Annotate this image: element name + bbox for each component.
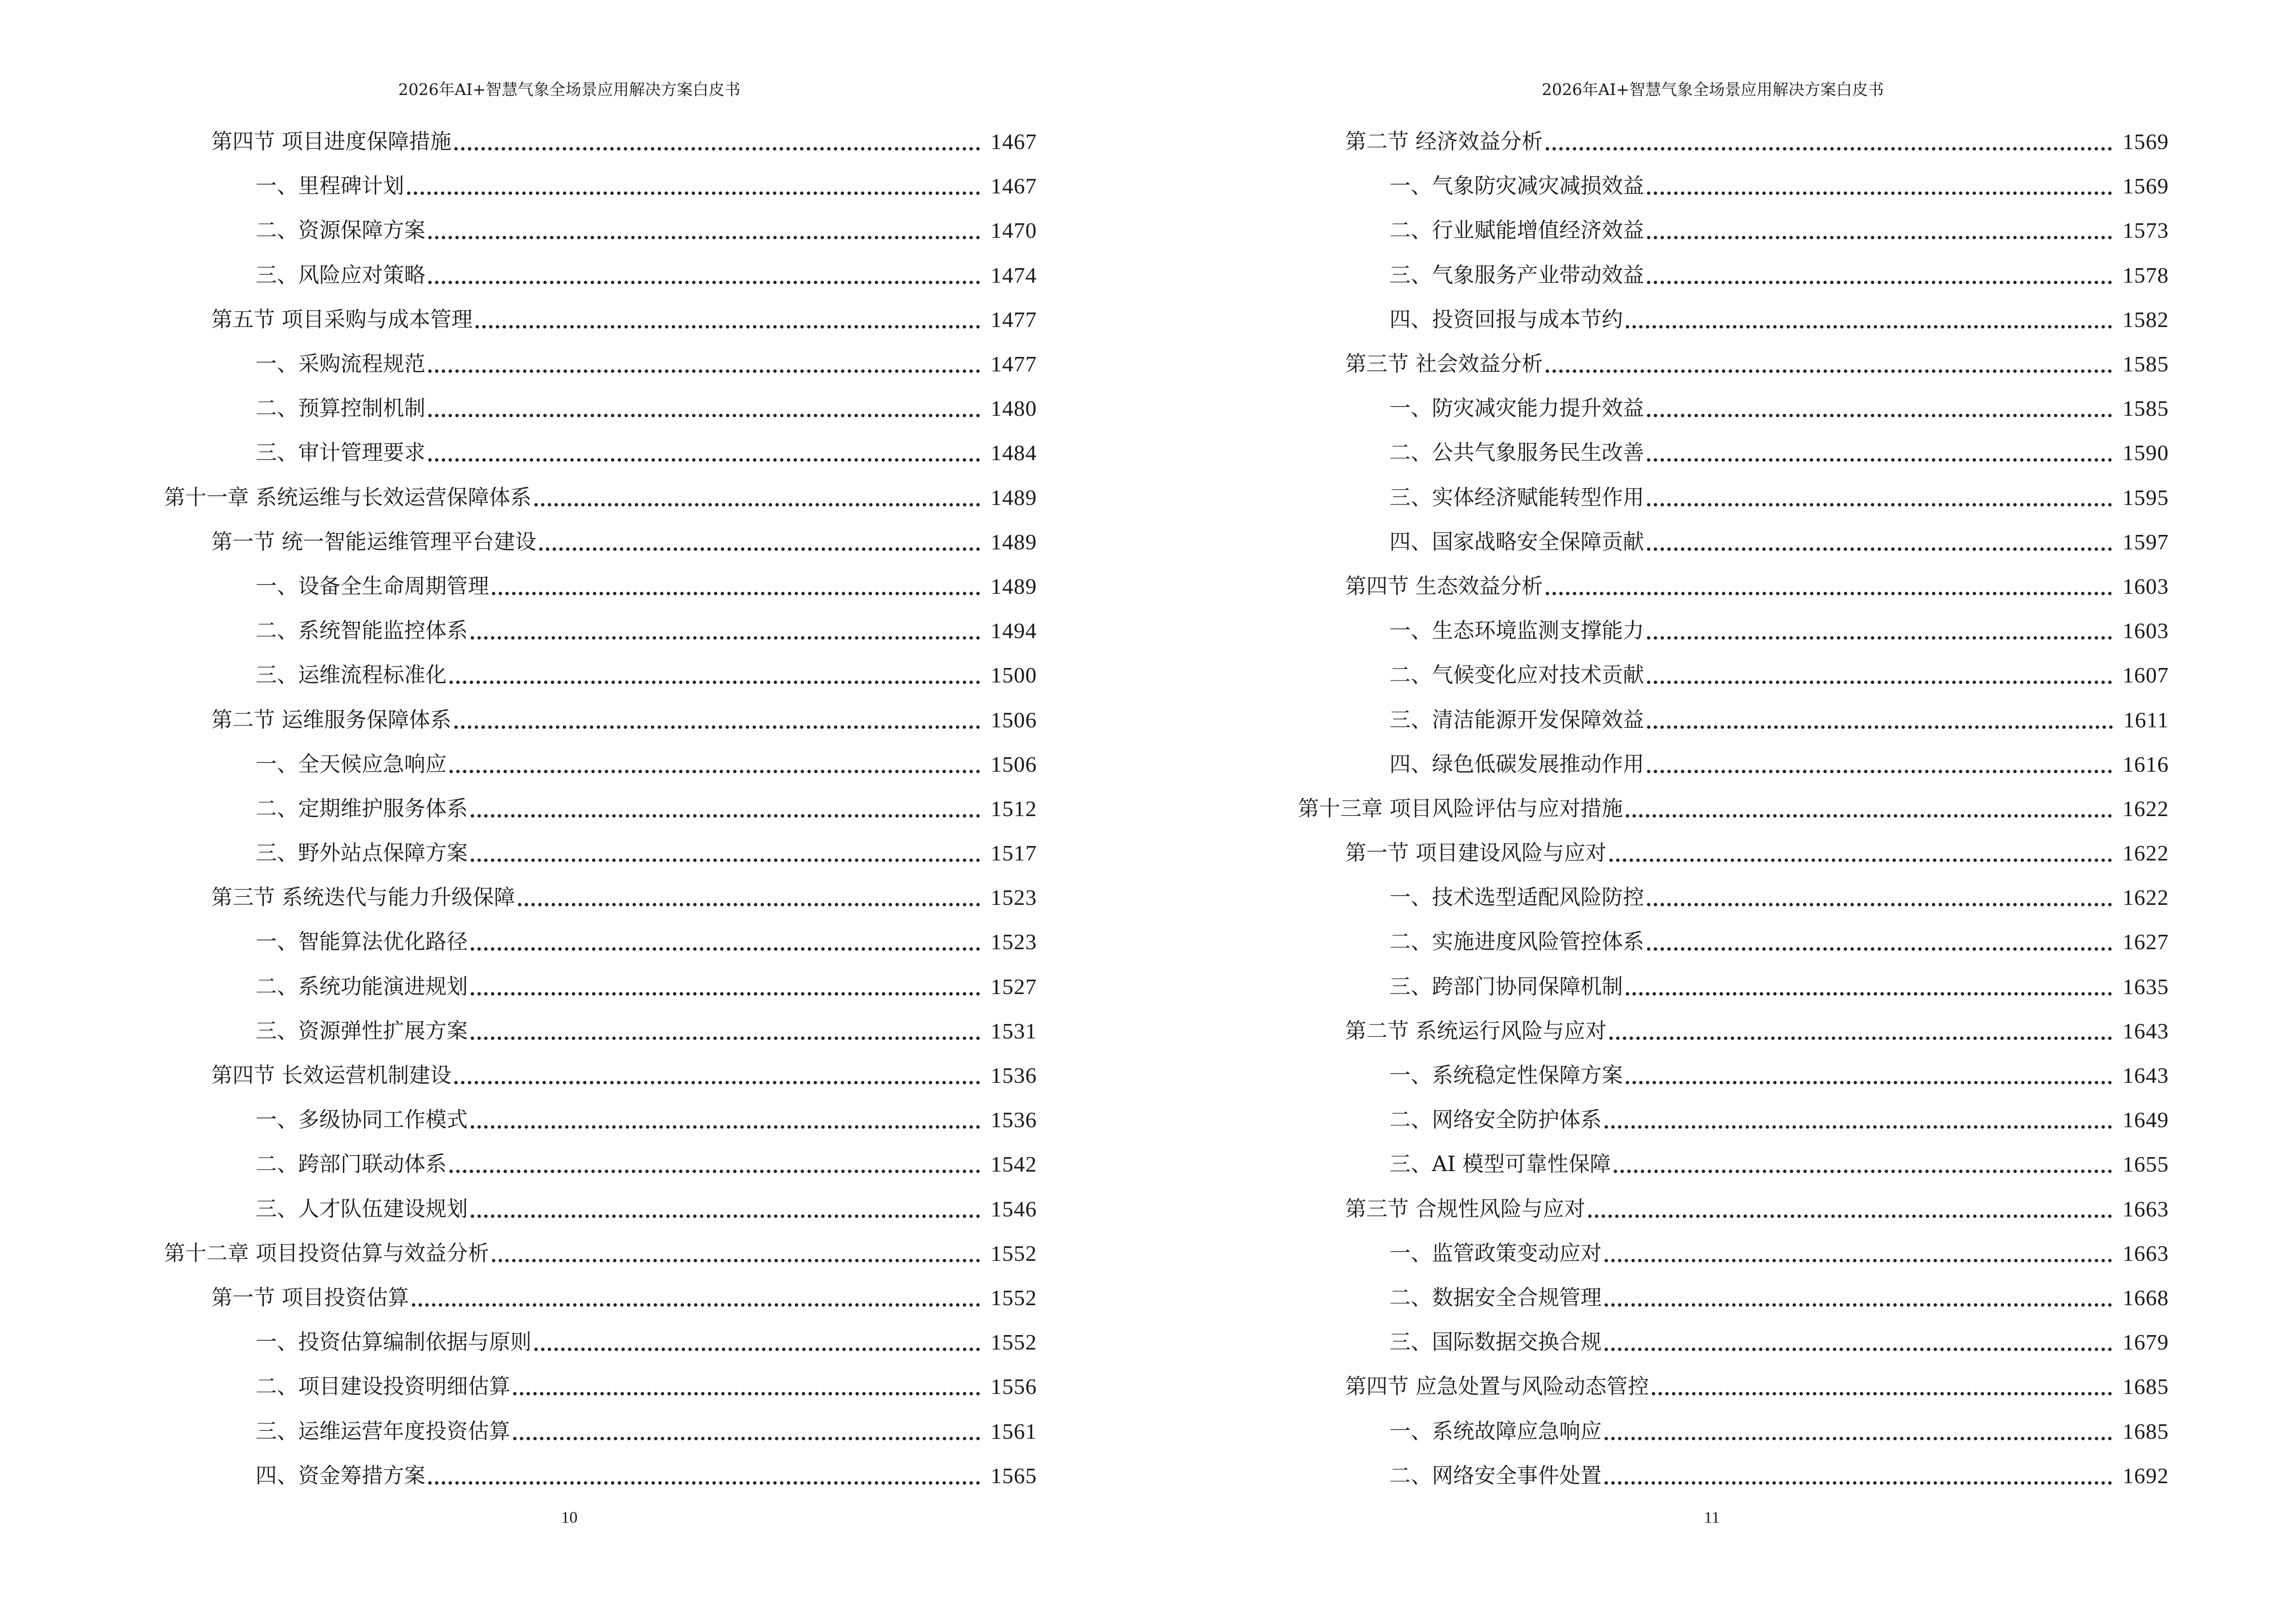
dot-leader (1647, 528, 2115, 557)
page-number: 11 (1704, 1509, 1720, 1527)
toc-entry-title: 三、跨部门协同保障机制 (1389, 972, 1626, 1001)
dot-leader (428, 438, 983, 467)
toc-entry-title: 四、投资回报与成本节约 (1389, 305, 1626, 334)
toc-entry-title: 第二节 运维服务保障体系 (211, 706, 454, 735)
toc-subsection-entry[interactable] (164, 431, 1037, 475)
toc-entry-page-number: 1480 (991, 396, 1037, 421)
dot-leader (1609, 1017, 2115, 1046)
toc-entry-page-number: 1649 (2123, 1107, 2169, 1133)
toc-entry-title: 三、AI 模型可靠性保障 (1389, 1150, 1614, 1179)
toc-entry-page-number: 1546 (991, 1196, 1037, 1221)
toc-entry-page-number: 1685 (2123, 1374, 2169, 1399)
toc-subsection-entry[interactable] (1298, 1231, 2169, 1276)
toc-entry-page-number: 1494 (991, 618, 1037, 643)
toc-entry-title: 第四节 长效运营机制建设 (211, 1061, 454, 1090)
dot-leader (412, 1283, 983, 1312)
toc-subsection-entry[interactable] (164, 564, 1037, 609)
dot-leader (492, 572, 983, 601)
dot-leader (1647, 750, 2115, 779)
dot-leader (407, 172, 983, 201)
dot-leader (428, 261, 983, 290)
toc-subsection-entry[interactable] (164, 1365, 1037, 1409)
toc-entry-title: 一、采购流程规范 (256, 350, 428, 379)
toc-subsection-entry[interactable] (1298, 208, 2169, 253)
dot-leader (471, 794, 983, 823)
toc-subsection-entry[interactable] (1298, 520, 2169, 564)
toc-entry-page-number: 1590 (2123, 440, 2169, 465)
dot-leader (471, 972, 983, 1001)
toc-subsection-entry[interactable] (1298, 476, 2169, 520)
dot-leader (492, 1239, 983, 1268)
right-page (1144, 0, 2287, 1624)
dot-leader (471, 1105, 983, 1134)
table-of-contents (1298, 120, 2169, 1498)
toc-entry-page-number: 1556 (991, 1374, 1037, 1399)
toc-subsection-entry[interactable] (164, 742, 1037, 787)
toc-entry-title: 三、风险应对策略 (256, 261, 428, 290)
toc-subsection-entry[interactable] (164, 609, 1037, 653)
toc-subsection-entry[interactable] (1298, 386, 2169, 431)
toc-subsection-entry[interactable] (1298, 609, 2169, 653)
toc-subsection-entry[interactable] (1298, 1098, 2169, 1142)
table-of-contents (164, 120, 1037, 1498)
toc-entry-title: 第三节 社会效益分析 (1345, 350, 1546, 379)
toc-entry-title: 第一节 统一智能运维管理平台建设 (211, 528, 539, 557)
toc-entry-page-number: 1692 (2123, 1463, 2169, 1488)
dot-leader (1647, 883, 2115, 912)
toc-subsection-entry[interactable] (164, 342, 1037, 386)
toc-entry-title: 第四节 项目进度保障措施 (211, 127, 454, 156)
toc-entry-page-number: 1635 (2123, 974, 2169, 999)
toc-entry-title: 第三节 系统迭代与能力升级保障 (211, 883, 518, 912)
dot-leader (449, 1150, 983, 1179)
dot-leader (1647, 928, 2115, 956)
toc-entry-page-number: 1489 (991, 573, 1037, 599)
toc-entry-title: 第四节 生态效益分析 (1345, 572, 1546, 601)
toc-subsection-entry[interactable] (1298, 920, 2169, 964)
toc-entry-title: 第十三章 项目风险评估与应对措施 (1298, 794, 1626, 823)
running-header: 2026年AI+智慧气象全场景应用解决方案白皮书 (398, 80, 741, 99)
toc-chapter-entry[interactable] (164, 1231, 1037, 1276)
toc-section-entry[interactable] (1298, 1365, 2169, 1409)
dot-leader (471, 1017, 983, 1046)
toc-entry-title: 一、系统故障应急响应 (1389, 1417, 1605, 1446)
toc-entry-title: 第二节 系统运行风险与应对 (1345, 1017, 1609, 1046)
dot-leader (513, 1417, 983, 1446)
toc-entry-page-number: 1663 (2123, 1241, 2169, 1266)
toc-subsection-entry[interactable] (1298, 253, 2169, 298)
toc-subsection-entry[interactable] (1298, 1320, 2169, 1365)
toc-entry-page-number: 1500 (991, 663, 1037, 688)
toc-entry-page-number: 1685 (2123, 1419, 2169, 1444)
toc-subsection-entry[interactable] (164, 787, 1037, 831)
dot-leader (539, 528, 983, 557)
dot-leader (428, 394, 983, 423)
toc-entry-title: 三、审计管理要求 (256, 438, 428, 467)
toc-entry-title: 一、多级协同工作模式 (256, 1105, 471, 1134)
toc-entry-title: 三、资源弹性扩展方案 (256, 1017, 471, 1046)
toc-chapter-entry[interactable] (1298, 787, 2169, 831)
toc-entry-title: 三、运维流程标准化 (256, 661, 449, 690)
toc-entry-title: 二、网络安全事件处置 (1389, 1461, 1605, 1490)
dot-leader (1647, 394, 2115, 423)
toc-entry-page-number: 1561 (991, 1419, 1037, 1444)
toc-section-entry[interactable] (1298, 120, 2169, 164)
toc-subsection-entry[interactable] (164, 253, 1037, 298)
toc-entry-page-number: 1477 (991, 352, 1037, 377)
toc-entry-page-number: 1616 (2123, 751, 2169, 777)
toc-entry-page-number: 1474 (991, 262, 1037, 287)
dot-leader (471, 839, 983, 868)
toc-section-entry[interactable] (164, 1276, 1037, 1320)
toc-entry-page-number: 1585 (2123, 352, 2169, 377)
dot-leader (1652, 1372, 2115, 1401)
dot-leader (449, 661, 983, 690)
toc-entry-page-number: 1643 (2123, 1018, 2169, 1043)
toc-entry-title: 三、人才队伍建设规划 (256, 1195, 471, 1224)
toc-entry-page-number: 1569 (2123, 129, 2169, 154)
toc-entry-page-number: 1565 (991, 1463, 1037, 1488)
toc-entry-title: 一、设备全生命周期管理 (256, 572, 492, 601)
toc-entry-page-number: 1622 (2123, 841, 2169, 866)
toc-subsection-entry[interactable] (1298, 1409, 2169, 1453)
toc-subsection-entry[interactable] (164, 208, 1037, 253)
dot-leader (1647, 483, 2115, 512)
toc-entry-title: 第四节 应急处置与风险动态管控 (1345, 1372, 1652, 1401)
toc-entry-title: 二、定期维护服务体系 (256, 794, 471, 823)
toc-entry-page-number: 1536 (991, 1063, 1037, 1088)
dot-leader (471, 928, 983, 956)
dot-leader (1626, 1061, 2115, 1090)
toc-entry-title: 第三节 合规性风险与应对 (1345, 1195, 1588, 1224)
dot-leader (534, 1328, 983, 1357)
toc-section-entry[interactable] (1298, 831, 2169, 875)
toc-entry-page-number: 1542 (991, 1152, 1037, 1177)
toc-subsection-entry[interactable] (164, 653, 1037, 697)
toc-subsection-entry[interactable] (164, 1454, 1037, 1498)
dot-leader (1605, 1105, 2115, 1134)
toc-entry-title: 三、清洁能源开发保障效益 (1389, 706, 1647, 735)
toc-entry-page-number: 1467 (991, 174, 1037, 199)
toc-entry-title: 第十二章 项目投资估算与效益分析 (164, 1239, 492, 1268)
page-number: 10 (561, 1509, 578, 1527)
dot-leader (454, 1061, 983, 1090)
toc-entry-title: 二、实施进度风险管控体系 (1389, 928, 1647, 956)
toc-entry-title: 一、监管政策变动应对 (1389, 1239, 1605, 1268)
toc-entry-title: 第十一章 系统运维与长效运营保障体系 (164, 483, 534, 512)
toc-entry-page-number: 1536 (991, 1107, 1037, 1133)
toc-subsection-entry[interactable] (1298, 1454, 2169, 1498)
toc-entry-title: 二、网络安全防护体系 (1389, 1105, 1605, 1134)
dot-leader (1614, 1150, 2115, 1179)
toc-entry-title: 第二节 经济效益分析 (1345, 127, 1546, 156)
toc-subsection-entry[interactable] (1298, 431, 2169, 475)
dot-leader (471, 1195, 983, 1224)
toc-entry-title: 二、气候变化应对技术贡献 (1389, 661, 1647, 690)
toc-entry-page-number: 1523 (991, 929, 1037, 955)
toc-entry-title: 一、生态环境监测支撑能力 (1389, 616, 1647, 645)
toc-entry-page-number: 1643 (2123, 1063, 2169, 1088)
toc-entry-title: 第一节 项目投资估算 (211, 1283, 412, 1312)
toc-chapter-entry[interactable] (164, 476, 1037, 520)
dot-leader (1605, 1283, 2115, 1312)
toc-entry-title: 二、公共气象服务民生改善 (1389, 438, 1647, 467)
dot-leader (428, 1461, 983, 1490)
toc-section-entry[interactable] (164, 120, 1037, 164)
dot-leader (1647, 706, 2116, 735)
running-header: 2026年AI+智慧气象全场景应用解决方案白皮书 (1541, 80, 1884, 99)
toc-entry-title: 第一节 项目建设风险与应对 (1345, 839, 1609, 868)
toc-entry-page-number: 1569 (2123, 174, 2169, 199)
toc-entry-page-number: 1517 (991, 841, 1037, 866)
toc-entry-page-number: 1467 (991, 129, 1037, 154)
dot-leader (534, 483, 983, 512)
toc-entry-title: 三、实体经济赋能转型作用 (1389, 483, 1647, 512)
dot-leader (1626, 972, 2115, 1001)
dot-leader (428, 216, 983, 245)
toc-section-entry[interactable] (1298, 1009, 2169, 1053)
toc-entry-page-number: 1512 (991, 796, 1037, 821)
toc-subsection-entry[interactable] (164, 1009, 1037, 1053)
toc-entry-title: 第五节 项目采购与成本管理 (211, 305, 476, 334)
dot-leader (1626, 305, 2115, 334)
dot-leader (1647, 616, 2115, 645)
toc-entry-title: 一、气象防灾减灾减损效益 (1389, 172, 1647, 201)
toc-entry-page-number: 1531 (991, 1018, 1037, 1043)
dot-leader (1605, 1461, 2115, 1490)
toc-subsection-entry[interactable] (164, 831, 1037, 875)
toc-entry-title: 四、绿色低碳发展推动作用 (1389, 750, 1647, 779)
dot-leader (1605, 1328, 2115, 1357)
toc-entry-title: 四、国家战略安全保障贡献 (1389, 528, 1647, 557)
toc-subsection-entry[interactable] (1298, 1276, 2169, 1320)
toc-subsection-entry[interactable] (164, 965, 1037, 1009)
toc-entry-title: 一、防灾减灾能力提升效益 (1389, 394, 1647, 423)
dot-leader (1647, 438, 2115, 467)
toc-entry-page-number: 1597 (2123, 529, 2169, 554)
dot-leader (513, 1372, 983, 1401)
toc-entry-title: 一、投资估算编制依据与原则 (256, 1328, 534, 1357)
toc-subsection-entry[interactable] (164, 1320, 1037, 1365)
dot-leader (1605, 1239, 2115, 1268)
toc-entry-title: 一、技术选型适配风险防控 (1389, 883, 1647, 912)
toc-subsection-entry[interactable] (1298, 965, 2169, 1009)
toc-subsection-entry[interactable] (1298, 1053, 2169, 1098)
toc-subsection-entry[interactable] (1298, 875, 2169, 920)
dot-leader (428, 350, 983, 379)
toc-subsection-entry[interactable] (164, 1409, 1037, 1453)
toc-entry-title: 二、跨部门联动体系 (256, 1150, 449, 1179)
toc-entry-title: 一、里程碑计划 (256, 172, 407, 201)
toc-entry-title: 三、运维运营年度投资估算 (256, 1417, 513, 1446)
toc-entry-page-number: 1622 (2123, 796, 2169, 821)
toc-entry-page-number: 1523 (991, 885, 1037, 910)
toc-subsection-entry[interactable] (1298, 653, 2169, 697)
dot-leader (454, 127, 983, 156)
toc-entry-title: 二、系统功能演进规划 (256, 972, 471, 1001)
dot-leader (454, 706, 983, 735)
toc-entry-title: 三、野外站点保障方案 (256, 839, 471, 868)
dot-leader (476, 305, 983, 334)
toc-section-entry[interactable] (1298, 1187, 2169, 1231)
toc-subsection-entry[interactable] (1298, 1142, 2169, 1187)
dot-leader (518, 883, 983, 912)
dot-leader (1546, 572, 2115, 601)
toc-entry-page-number: 1603 (2123, 618, 2169, 643)
toc-entry-page-number: 1527 (991, 974, 1037, 999)
dot-leader (1609, 839, 2115, 868)
dot-leader (1605, 1417, 2115, 1446)
toc-entry-title: 三、国际数据交换合规 (1389, 1328, 1605, 1357)
dot-leader (1647, 661, 2115, 690)
toc-section-entry[interactable] (1298, 342, 2169, 386)
toc-subsection-entry[interactable] (1298, 742, 2169, 787)
dot-leader (449, 750, 983, 779)
toc-entry-title: 一、全天候应急响应 (256, 750, 449, 779)
toc-entry-title: 二、资源保障方案 (256, 216, 428, 245)
toc-entry-page-number: 1552 (991, 1285, 1037, 1310)
toc-entry-page-number: 1668 (2123, 1285, 2169, 1310)
dot-leader (1588, 1195, 2115, 1224)
toc-entry-page-number: 1573 (2123, 218, 2169, 243)
toc-entry-title: 二、项目建设投资明细估算 (256, 1372, 513, 1401)
toc-entry-title: 二、预算控制机制 (256, 394, 428, 423)
toc-entry-page-number: 1477 (991, 307, 1037, 332)
toc-subsection-entry[interactable] (1298, 298, 2169, 342)
dot-leader (1647, 216, 2115, 245)
toc-entry-page-number: 1489 (991, 529, 1037, 554)
toc-subsection-entry[interactable] (164, 164, 1037, 208)
dot-leader (1647, 172, 2115, 201)
toc-subsection-entry[interactable] (164, 1142, 1037, 1187)
toc-entry-page-number: 1585 (2123, 396, 2169, 421)
toc-entry-page-number: 1679 (2123, 1330, 2169, 1355)
dot-leader (1546, 350, 2115, 379)
toc-entry-title: 四、资金筹措方案 (256, 1461, 428, 1490)
toc-entry-title: 一、智能算法优化路径 (256, 928, 471, 956)
toc-subsection-entry[interactable] (164, 1187, 1037, 1231)
toc-subsection-entry[interactable] (164, 386, 1037, 431)
toc-entry-page-number: 1627 (2123, 929, 2169, 955)
dot-leader (1546, 127, 2115, 156)
toc-subsection-entry[interactable] (1298, 697, 2169, 742)
toc-entry-title: 二、数据安全合规管理 (1389, 1283, 1605, 1312)
toc-entry-page-number: 1607 (2123, 663, 2169, 688)
toc-entry-title: 三、气象服务产业带动效益 (1389, 261, 1647, 290)
toc-entry-page-number: 1552 (991, 1330, 1037, 1355)
toc-entry-page-number: 1582 (2123, 307, 2169, 332)
toc-section-entry[interactable] (164, 875, 1037, 920)
toc-entry-page-number: 1655 (2123, 1152, 2169, 1177)
dot-leader (1626, 794, 2115, 823)
toc-entry-page-number: 1622 (2123, 885, 2169, 910)
toc-entry-page-number: 1506 (991, 707, 1037, 732)
toc-section-entry[interactable] (164, 697, 1037, 742)
toc-entry-title: 一、系统稳定性保障方案 (1389, 1061, 1626, 1090)
toc-entry-page-number: 1578 (2123, 262, 2169, 287)
toc-entry-page-number: 1552 (991, 1241, 1037, 1266)
dot-leader (471, 616, 983, 645)
toc-entry-page-number: 1506 (991, 751, 1037, 777)
toc-entry-title: 二、系统智能监控体系 (256, 616, 471, 645)
toc-entry-page-number: 1663 (2123, 1196, 2169, 1221)
toc-entry-page-number: 1484 (991, 440, 1037, 465)
toc-section-entry[interactable] (1298, 564, 2169, 609)
toc-section-entry[interactable] (164, 298, 1037, 342)
toc-entry-page-number: 1595 (2123, 485, 2169, 510)
toc-entry-title: 二、行业赋能增值经济效益 (1389, 216, 1647, 245)
toc-section-entry[interactable] (164, 1053, 1037, 1098)
toc-subsection-entry[interactable] (164, 1098, 1037, 1142)
toc-entry-page-number: 1603 (2123, 573, 2169, 599)
toc-entry-page-number: 1470 (991, 218, 1037, 243)
toc-subsection-entry[interactable] (1298, 164, 2169, 208)
toc-entry-page-number: 1611 (2123, 707, 2169, 732)
dot-leader (1647, 261, 2115, 290)
toc-entry-page-number: 1489 (991, 485, 1037, 510)
toc-section-entry[interactable] (164, 520, 1037, 564)
toc-subsection-entry[interactable] (164, 920, 1037, 964)
